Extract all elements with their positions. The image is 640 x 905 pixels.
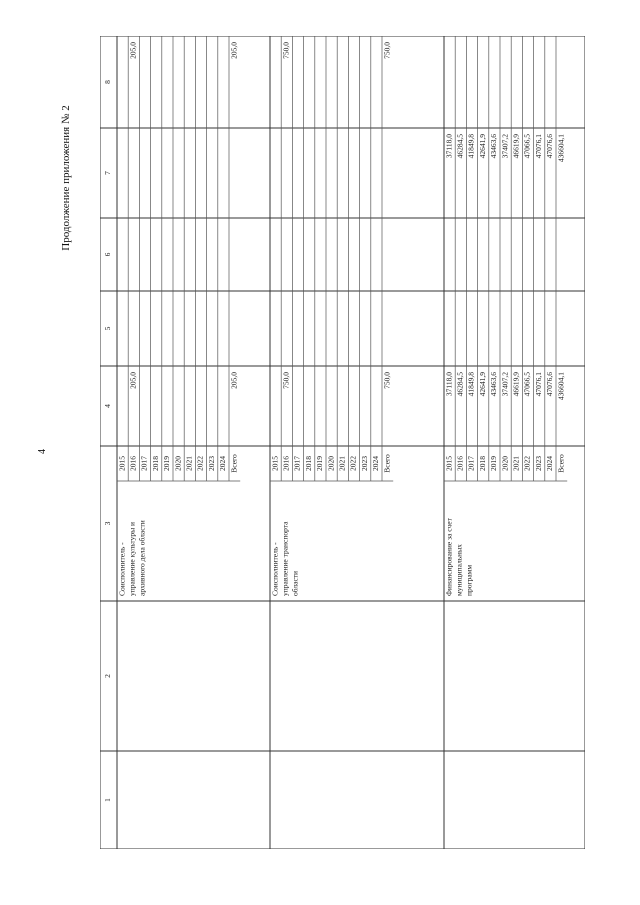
- year-cell-2-0: 2015: [444, 456, 454, 471]
- col4-value-2-10: 436604,1: [556, 372, 566, 401]
- col7-value-2-10: 436604,1: [556, 134, 566, 163]
- column-number-5: 5: [103, 326, 113, 331]
- col4-value-1-10: 750,0: [382, 372, 392, 389]
- col7-value-2-2: 41849,8: [466, 134, 476, 159]
- col4-value-2-5: 37407,2: [500, 372, 510, 397]
- year-cell-1-9: 2024: [371, 456, 381, 471]
- year-cell-1-1: 2016: [281, 456, 291, 471]
- year-cell-1-6: 2021: [337, 456, 347, 471]
- col7-value-2-5: 37407,2: [500, 134, 510, 159]
- year-cell-2-1: 2016: [455, 456, 465, 471]
- column-number-2: 2: [103, 674, 113, 678]
- year-cell-0-6: 2021: [184, 456, 194, 471]
- col4-value-2-4: 43463,6: [489, 372, 499, 397]
- year-cell-2-3: 2018: [477, 456, 487, 471]
- executor-line-1-0: Соисполнитель -: [270, 542, 280, 596]
- year-cell-2-7: 2022: [522, 456, 532, 471]
- page-number: 4: [37, 449, 48, 454]
- col4-value-2-1: 46284,5: [455, 372, 465, 397]
- year-cell-0-3: 2018: [150, 456, 160, 471]
- col7-value-2-7: 47066,5: [522, 134, 532, 159]
- column-number-6: 6: [103, 252, 113, 257]
- year-cell-1-2: 2017: [292, 456, 302, 471]
- executor-line-1-2: области: [290, 570, 300, 596]
- year-cell-1-8: 2023: [359, 456, 369, 471]
- col7-value-2-3: 42641,9: [477, 134, 487, 159]
- col7-value-2-6: 46619,9: [511, 134, 521, 159]
- year-cell-0-8: 2023: [206, 456, 216, 471]
- year-cell-0-4: 2019: [162, 456, 172, 471]
- column-number-8: 8: [103, 80, 113, 84]
- year-cell-1-10: Всего: [382, 454, 392, 473]
- col7-value-2-0: 37118,0: [444, 134, 454, 159]
- col8-value-1-1: 750,0: [281, 42, 291, 59]
- year-cell-0-9: 2024: [218, 456, 228, 471]
- column-number-3: 3: [103, 521, 113, 526]
- year-cell-2-5: 2020: [500, 456, 510, 471]
- executor-line-2-1: муниципальных: [454, 544, 464, 596]
- col4-value-2-2: 41849,8: [466, 372, 476, 397]
- year-cell-1-4: 2019: [315, 456, 325, 471]
- col4-value-2-3: 42641,9: [477, 372, 487, 397]
- year-cell-2-4: 2019: [489, 456, 499, 471]
- appendix-table: [100, 36, 585, 849]
- col4-value-0-1: 205,0: [128, 372, 138, 389]
- executor-line-0-2: архивного дела области: [137, 520, 147, 596]
- year-cell-0-1: 2016: [128, 456, 138, 471]
- executor-line-1-1: управление транспорта: [280, 521, 290, 596]
- column-number-4: 4: [103, 404, 113, 408]
- col7-value-2-1: 46284,5: [455, 134, 465, 159]
- year-cell-2-10: Всего: [556, 454, 566, 473]
- col8-value-0-10: 205,0: [229, 42, 239, 59]
- col7-value-2-8: 47076,1: [533, 134, 543, 159]
- year-cell-0-10: Всего: [229, 454, 239, 473]
- executor-line-0-0: Соисполнитель -: [117, 542, 127, 596]
- col4-value-2-9: 47076,6: [545, 372, 555, 397]
- col8-value-1-10: 750,0: [382, 42, 392, 59]
- executor-line-0-1: управление культуры и: [127, 521, 137, 596]
- col4-value-1-1: 750,0: [281, 372, 291, 389]
- executor-line-2-0: Финансирование за счет: [444, 518, 454, 596]
- col7-value-2-4: 43463,6: [489, 134, 499, 159]
- year-cell-2-2: 2017: [466, 456, 476, 471]
- col4-value-2-6: 46619,9: [511, 372, 521, 397]
- year-cell-0-5: 2020: [173, 456, 183, 471]
- year-cell-0-7: 2022: [195, 456, 205, 471]
- col8-value-0-1: 205,0: [128, 42, 138, 59]
- year-cell-1-0: 2015: [270, 456, 280, 471]
- column-number-1: 1: [103, 798, 113, 802]
- col4-value-0-10: 205,0: [229, 372, 239, 389]
- executor-line-2-2: программ: [464, 564, 474, 596]
- col4-value-2-8: 47076,1: [533, 372, 543, 397]
- col7-value-2-9: 47076,6: [545, 134, 555, 159]
- year-cell-2-6: 2021: [511, 456, 521, 471]
- year-cell-1-3: 2018: [303, 456, 313, 471]
- col4-value-2-0: 37118,0: [444, 372, 454, 397]
- year-cell-0-2: 2017: [139, 456, 149, 471]
- col4-value-2-7: 47066,5: [522, 372, 532, 397]
- year-cell-2-8: 2023: [533, 456, 543, 471]
- year-cell-2-9: 2024: [545, 456, 555, 471]
- year-cell-1-7: 2022: [348, 456, 358, 471]
- column-number-7: 7: [103, 171, 113, 175]
- year-cell-0-0: 2015: [117, 456, 127, 471]
- year-cell-1-5: 2020: [326, 456, 336, 471]
- appendix-title: Продолжение приложения № 2: [60, 105, 72, 251]
